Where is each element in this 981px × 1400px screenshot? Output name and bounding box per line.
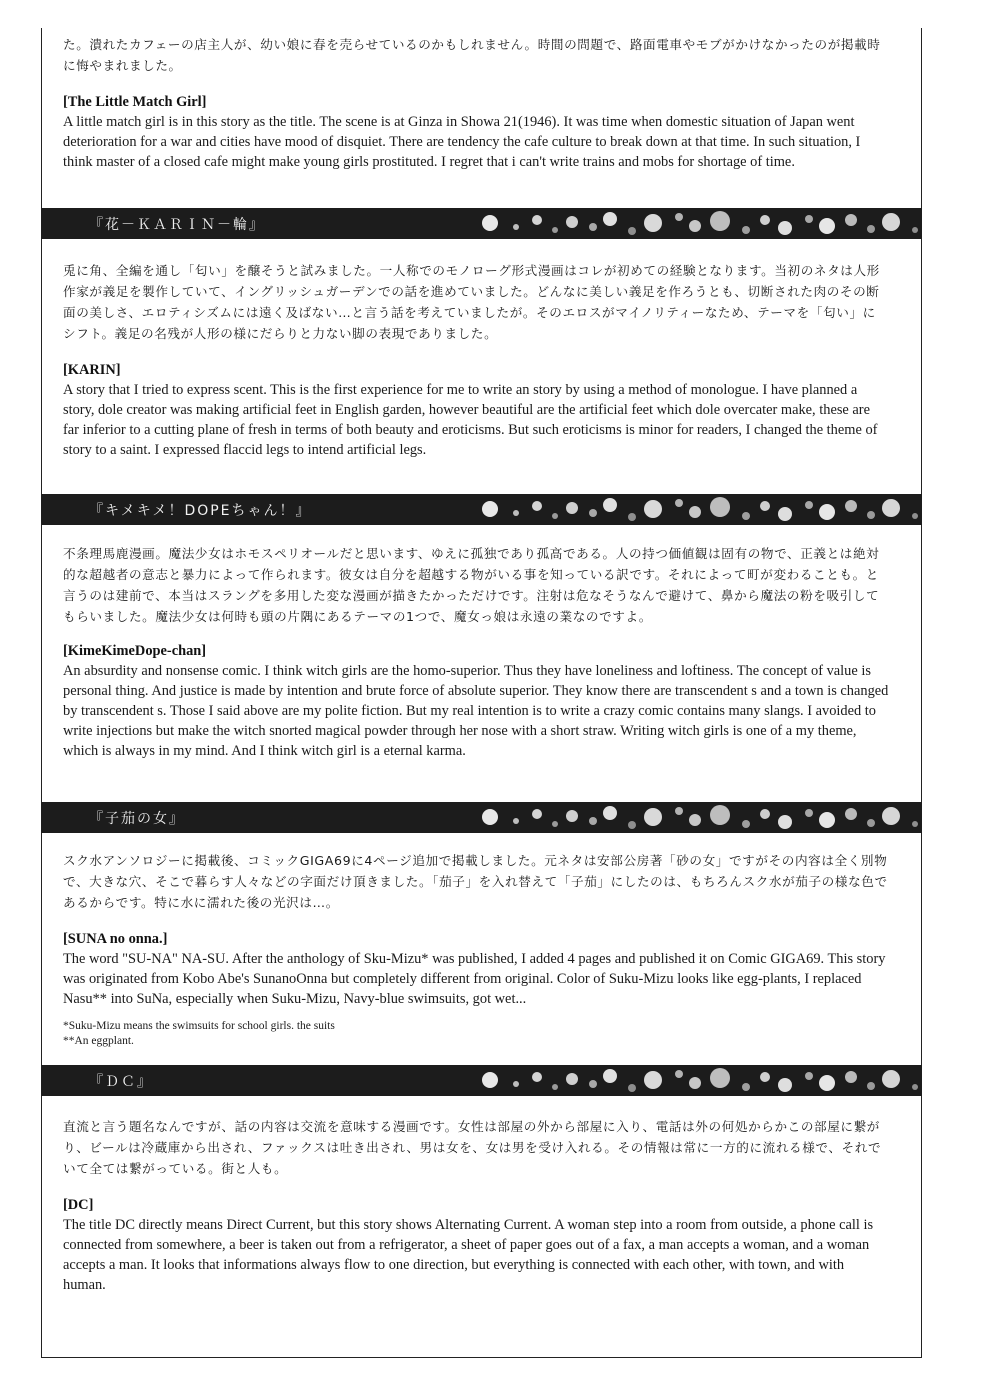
section-heading: [KARIN] (63, 362, 121, 378)
section-japanese-text: 不条理馬鹿漫画。魔法少女はホモスペリオールだと思います、ゆえに孤独であり孤高である。人の持つ価値観は固有の物で、正義とは絶対的な超越者の意志と暴力によって作られます。彼女は自分を超越する物がいる事を知っている訳です。それによって町が変わることも。と言うのは建前で、本当はスラングを多用した変な漫画が描きたかっただけです。注射は危なそうなんで避けて、鼻から魔法の粉を吸引してもらいました。魔法少女は何時も頭の片隅にあるテーマの1つで、魔女っ娘は永遠の業なのですよ。 (63, 546, 880, 624)
section-banner-suna (41, 802, 922, 833)
section-banner-dc (41, 1065, 922, 1096)
section-block-karin (63, 260, 889, 460)
section-heading: [SUNA no onna.] (63, 931, 168, 947)
section-english-text: The word "SU-NA" NA-SU. After the anthology of Sku-Mizu* was published, I added 4 pages and published it on Comic GIGA69. This story was originated from Kobo Abe's SunanoOnna but completely different from original. Color of Suku-Mizu looks like egg-plants, I replaced Nasu** into SuNa, especially when Suku-Mizu, Navy-blue swimsuits, got wet... (63, 951, 886, 1007)
intro-japanese-text: た。潰れたカフェーの店主人が、幼い娘に春を売らせているのかもしれません。時間の問題で、路面電車やモブがかけなかったのが掲載時に悔やまれました。 (63, 37, 881, 73)
dot-decoration-icon (41, 208, 922, 239)
intro-block (63, 34, 889, 172)
section-english-text: The title DC directly means Direct Current, but this story shows Alternating Current. A woman step into a room from outside, a phone call is connected from somewhere, a beer is taken out from a refrigerator, a sheet of paper goes out of a fax, a man accepts a woman, and a woman accepts a man. It looks that informations always flow to one direction, but everything is connected with each other, with town, and with human. (63, 1217, 874, 1293)
section-title-dc: 『ＤＣ』 (89, 1074, 153, 1090)
section-block-suna (63, 850, 889, 1049)
section-block-dope (63, 543, 889, 761)
section-heading: [KimeKimeDope-chan] (63, 643, 207, 659)
intro-english-text: A little match girl is in this story as the title. The scene is at Ginza in Showa 21(1946). It was time when domestic situation of Japan went deterioration for a war and cities have mood of disquiet. There are tendency the cafe culture to break down at that time. In such situation, I think master of a closed cafe might make young girls prostituted. I regret that i can't write trains and mobs for shortage of time. (63, 114, 861, 170)
section-japanese-text: スク水アンソロジーに掲載後、コミックGIGA69に4ページ追加で掲載しました。元ネタは安部公房著「砂の女」ですがその内容は全く別物で、大きな穴、そこで暮らす人々などの字面だけ頂きました。「茄子」を入れ替えて「子茄」にしたのは、もちろんスク水が茄子の様な色であるからです。特に水に濡れた後の光沢は…。 (63, 853, 888, 910)
section-heading: [DC] (63, 1197, 94, 1213)
section-japanese-text: 直流と言う題名なんですが、話の内容は交流を意味する漫画です。女性は部屋の外から部屋に入り、電話は外の何処からかこの部屋に繋がり、ビールは冷蔵庫から出され、ファックスは吐き出され、男は女を、女は男を受け入れる。その情報は常に一方的に流れる様で、それでいて全ては繋がっている。街と人も。 (63, 1119, 882, 1176)
intro-heading: [The Little Match Girl] (63, 94, 207, 110)
section-title-karin: 『花－ＫＡＲＩＮ－輪』 (89, 217, 265, 233)
footnote: *Suku-Mizu means the swimsuits for school girls. the suits (63, 1020, 335, 1032)
section-english-text: A story that I tried to express scent. This is the first experience for me to write an story by using a method of monologue. I have planned a story, dole creator was making artificial feet in English garden, however beautiful are the artificial feet which dole overcater make, these are far inferior to a cutting plane of fresh in terms of both beauty and eroticisms. But such eroticisms is minor for readers, I changed the theme of story to a saint. I expressed flaccid legs to intend artificial legs. (63, 382, 878, 458)
section-banner-karin (41, 208, 922, 239)
dot-decoration-icon (41, 494, 922, 525)
dot-decoration-icon (41, 802, 922, 833)
section-japanese-text: 兎に角、全編を通し「匂い」を醸そうと試みました。一人称でのモノローグ形式漫画はコレが初めての経験となります。当初のネタは人形作家が義足を製作していて、イングリッシュガーデンでの話を進めていました。どんなに美しい義足を作ろうとも、切断された肉のその断面の美しさ、エロティシズムには遠く及ばない…と言う話を考えていましたが。そのエロスがマイノリティーなため、テーマを「匂い」にシフト。義足の名残が人形の様にだらりと力ない脚の表現でありました。 (63, 263, 880, 341)
section-english-text: An absurdity and nonsense comic. I think witch girls are the homo-superior. Thus they have loneliness and loftiness. The concept of value is personal thing. And justice is made by intention and brute force of absolute superior. They know there are transcendent s and a town is changed by transcendent s. Those I said above are my polite fiction. But my real intention is to write a crazy comic contains many slangs. I avoided to write injections but make the witch snorted magical powder through her nose with a short straw. Writing witch girls is one of a my theme, which is always in my mind. And I think witch girl is a eternal karma. (63, 663, 889, 759)
section-title-suna: 『子茄の女』 (89, 811, 185, 827)
section-title-dope: 『キメキメ！DOPEちゃん！』 (89, 503, 312, 519)
footnote: **An eggplant. (63, 1035, 134, 1047)
section-banner-dope (41, 494, 922, 525)
section-block-dc (63, 1116, 889, 1295)
dot-decoration-icon (41, 1065, 922, 1096)
